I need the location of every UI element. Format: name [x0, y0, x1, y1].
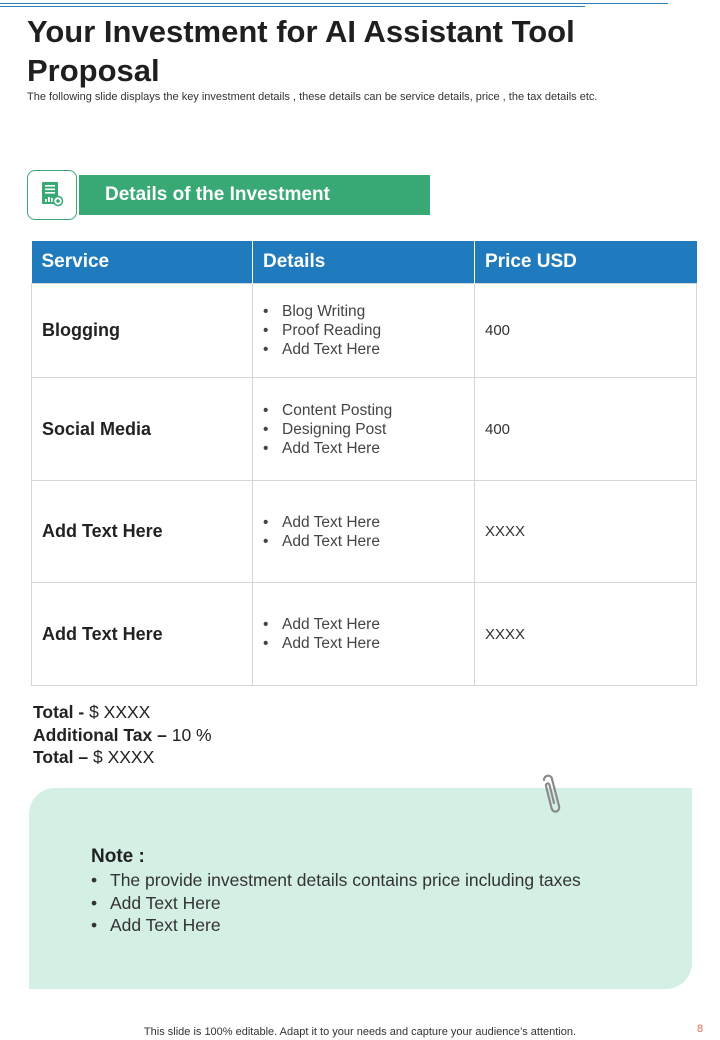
- total-line: [33, 701, 212, 724]
- page-number: 8: [697, 1023, 704, 1035]
- table-row: [32, 481, 697, 583]
- detail-item: • Add Text Here: [263, 439, 464, 458]
- investment-table: [31, 241, 697, 686]
- table-header-row: [32, 241, 697, 284]
- footer-text: This slide is 100% editable. Adapt it to your needs and capture your audience’s attention.: [143, 1026, 577, 1038]
- paperclip-icon: [534, 772, 566, 816]
- section-banner: [79, 175, 430, 215]
- service-cell: Add Text Here: [32, 481, 253, 583]
- details-cell: [253, 481, 475, 583]
- details-cell: [253, 583, 475, 686]
- price-cell: XXXX: [475, 583, 697, 686]
- page-title: Your Investment for AI Assistant Tool Proposal: [27, 14, 575, 88]
- service-cell: Social Media: [32, 378, 253, 481]
- service-cell: Add Text Here: [32, 583, 253, 686]
- grand-total-value: $ XXXX: [88, 747, 155, 767]
- tax-label: Additional Tax –: [33, 724, 167, 745]
- top-divider: [0, 3, 668, 4]
- section-icon-box: [27, 170, 77, 220]
- details-cell: [253, 284, 475, 378]
- detail-item: • Blog Writing: [263, 302, 464, 321]
- detail-item: • Designing Post: [263, 420, 464, 439]
- price-cell: 400: [475, 284, 697, 378]
- note-list: [91, 869, 581, 937]
- grand-total-line: [33, 746, 212, 769]
- details-cell: [253, 378, 475, 481]
- price-cell: 400: [475, 378, 697, 481]
- grand-total-label: Total –: [33, 747, 89, 767]
- note-item: • Add Text Here: [91, 892, 581, 915]
- note-item: • Add Text Here: [91, 914, 581, 937]
- detail-item: • Proof Reading: [263, 321, 464, 340]
- total-label: Total -: [33, 702, 85, 722]
- note-item: • The provide investment details contains price including taxes: [91, 869, 581, 892]
- table-row: [32, 284, 697, 378]
- page-subtitle: The following slide displays the key investment details , these details can be service details, price , the tax details etc.: [27, 91, 598, 103]
- column-header-service: Service: [32, 241, 253, 284]
- section-banner-label: Details of the Investment: [105, 184, 330, 205]
- document-chart-icon: [39, 181, 65, 209]
- totals-block: [33, 701, 212, 769]
- detail-item: • Content Posting: [263, 401, 464, 420]
- total-value: $ XXXX: [84, 702, 151, 722]
- detail-item: • Add Text Here: [263, 634, 464, 653]
- detail-item: • Add Text Here: [263, 615, 464, 634]
- column-header-details: Details: [253, 241, 475, 284]
- table-row: [32, 378, 697, 481]
- tax-value: 10 %: [166, 724, 212, 745]
- service-cell: Blogging: [32, 284, 253, 378]
- tax-line: [33, 724, 212, 747]
- table-row: [32, 583, 697, 686]
- top-divider-secondary: [0, 6, 585, 7]
- detail-item: • Add Text Here: [263, 513, 464, 532]
- note-title: Note :: [91, 846, 145, 867]
- detail-item: • Add Text Here: [263, 532, 464, 551]
- price-cell: XXXX: [475, 481, 697, 583]
- column-header-price: Price USD: [475, 241, 697, 284]
- detail-item: • Add Text Here: [263, 340, 464, 359]
